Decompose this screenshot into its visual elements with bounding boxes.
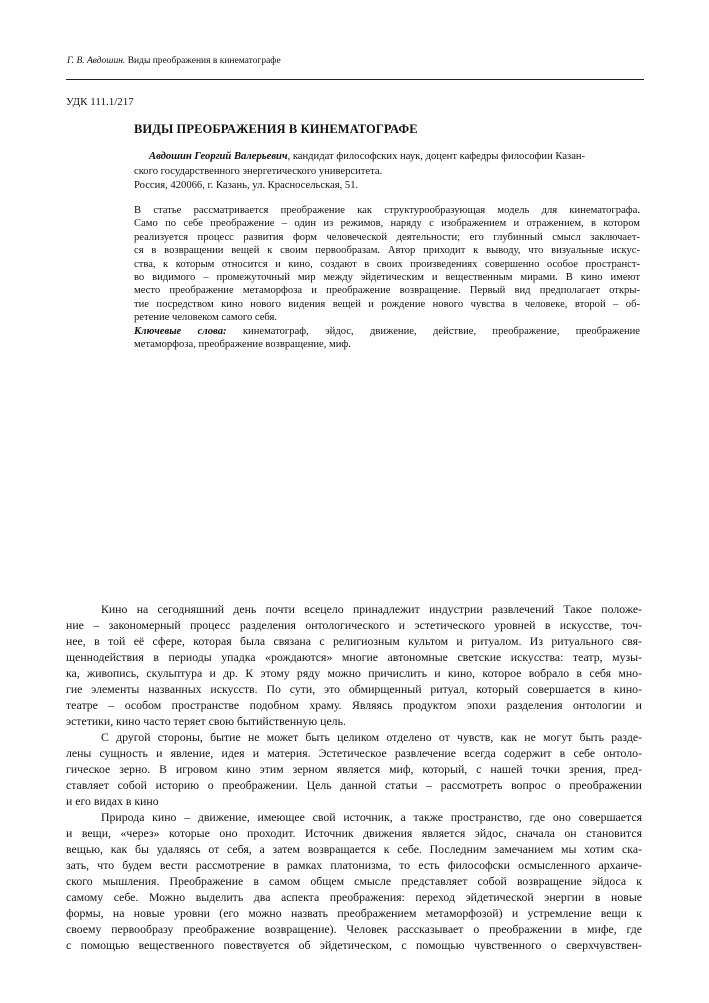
abstract-line: реализуется процесс развития форм человеческой деятельности; его глубинный смысл заключает- — [134, 231, 640, 243]
body-line: своему первообразу преображение возвращение). Человек рассказывает о преображении в мифе, где — [66, 922, 642, 936]
abstract-line: ретение человеком самого себя. — [134, 312, 278, 324]
body-line: театре – особом пространстве подобном храму. Являясь продуктом эпохи разделения онтологии и — [66, 698, 642, 712]
body-line: и вещи, «через» которые оно проходит. Источник движения является эйдос, сначала он становится — [66, 826, 642, 840]
body-line: вещью, как бы удаляясь от себя, а затем возвращается к себе. Последним замечанием мы хотим ска- — [66, 842, 642, 856]
body-line: гическое зерно. В игровом кино этим зерном является миф, который, с нашей точки зрения, пред- — [66, 762, 642, 776]
body-line: ние – закономерный процесс разделения онтологического и эстетического уровней в искусстве, точ- — [66, 618, 642, 632]
body-line: и его видах в кино — [66, 794, 159, 808]
abstract-line: место преображение метаморфоза и преображение возвращение. Первый вид предполагает откры- — [134, 285, 640, 297]
author-affiliation: , кандидат философских наук, доцент кафедры философии Казан- — [287, 151, 586, 162]
body-line: самому себе. Можно выделить два аспекта преображения: переход эйдетической энергии в новые — [66, 890, 642, 904]
udk-code: УДК 111.1/217 — [66, 96, 134, 108]
running-header-author: Г. В. Авдошин. — [67, 56, 126, 66]
body-line: формы, на новые уровни (его можно назвать преображением метаморфозой) и устремление вещи к — [66, 906, 642, 920]
body-line: Кино на сегодняшний день почти всецело принадлежит индустрии развлечений Такое положе- — [101, 602, 642, 616]
body-line: эстетики, кино часто теряет свою бытийственную цель. — [66, 714, 346, 728]
author-address: Россия, 420066, г. Казань, ул. Красносельская, 51. — [134, 180, 359, 192]
author-line-2: ского государственного энергетического университета. — [134, 165, 383, 177]
running-header-title: Виды преображения в кинематографе — [127, 56, 281, 66]
body-line: С другой стороны, бытие не может быть целиком отделено от чувств, как не могут быть разде- — [101, 730, 642, 744]
body-line: ставляет собой историю о преображении. Цель данной статьи – рассмотреть вопрос о преображении — [66, 778, 642, 792]
abstract-line: во видимого – промежуточный мир между эйдетическим и вещественным мирами. В кино имеют — [134, 272, 640, 284]
running-header — [67, 56, 281, 66]
abstract-line: ся в возвращении вещей к своим первообразам. Автор приходит к выводу, что визуальные искус- — [134, 245, 640, 257]
body-line: ского мышления. Преображение в самом общем смысле представляет собой возвращение эйдоса к — [66, 874, 642, 888]
body-line: ка, живопись, скульптура и др. К этому ряду можно причислить и кино, которое вобрало в себя мно- — [66, 666, 642, 680]
abstract-line: В статье рассматривается преображение как структурообразующая модель для кинематографа. — [134, 205, 640, 216]
keywords-list: кинематограф, эйдос, движение, действие, преображение, преображение — [242, 325, 640, 337]
keywords-line-1 — [134, 325, 640, 338]
abstract — [134, 204, 640, 351]
body-line: нее, в той её сфере, которая была связана с религиозным культом и ритуалом. Из ритуального свя- — [66, 634, 642, 648]
author-line-1 — [134, 150, 640, 165]
body-line: зать, что будем вести рассмотрение в рамках платонизма, то есть философски осмысленного архаиче- — [66, 858, 642, 872]
body-line: Природа кино – движение, имеющее свой источник, а также пространство, где оно совершается — [101, 810, 642, 824]
body-line: лены сущность и явление, идея и материя. Эстетическое развлечение всегда содержит в себе онтоло- — [66, 746, 642, 760]
body-line: гие элементы названных искусств. По сути, это обмирщенный ритуал, который совершается в кино- — [66, 682, 642, 696]
keywords-line-2: метаморфоза, преображение возвращение, миф. — [134, 339, 351, 351]
abstract-line: Само по себе преображение – один из режимов, наряду с изображением и отражением, в котором — [134, 218, 640, 230]
header-rule — [66, 79, 644, 80]
author-name: Авдошин Георгий Валерьевич — [149, 151, 288, 162]
article-title: ВИДЫ ПРЕОБРАЖЕНИЯ В КИНЕМАТОГРАФЕ — [134, 122, 418, 136]
body-text — [66, 601, 642, 953]
abstract-line: ства, к которым относится и кино, создают в своих произведениях совершенно особое пространст- — [134, 258, 640, 270]
abstract-line: тие посредством кино нового видения вещей и рождение нового чувства в человеке, второй – об- — [134, 298, 640, 310]
body-line: щеннодействия в периоды упадка «рождаются» многие автономные светские искусства: театр, музы- — [66, 650, 642, 664]
body-line: с помощью вещественного повествуется об эйдетическом, с помощью чувственного о сверхчувствен- — [66, 938, 642, 952]
author-info — [134, 150, 640, 194]
keywords-label: Ключевые слова: — [134, 325, 227, 337]
